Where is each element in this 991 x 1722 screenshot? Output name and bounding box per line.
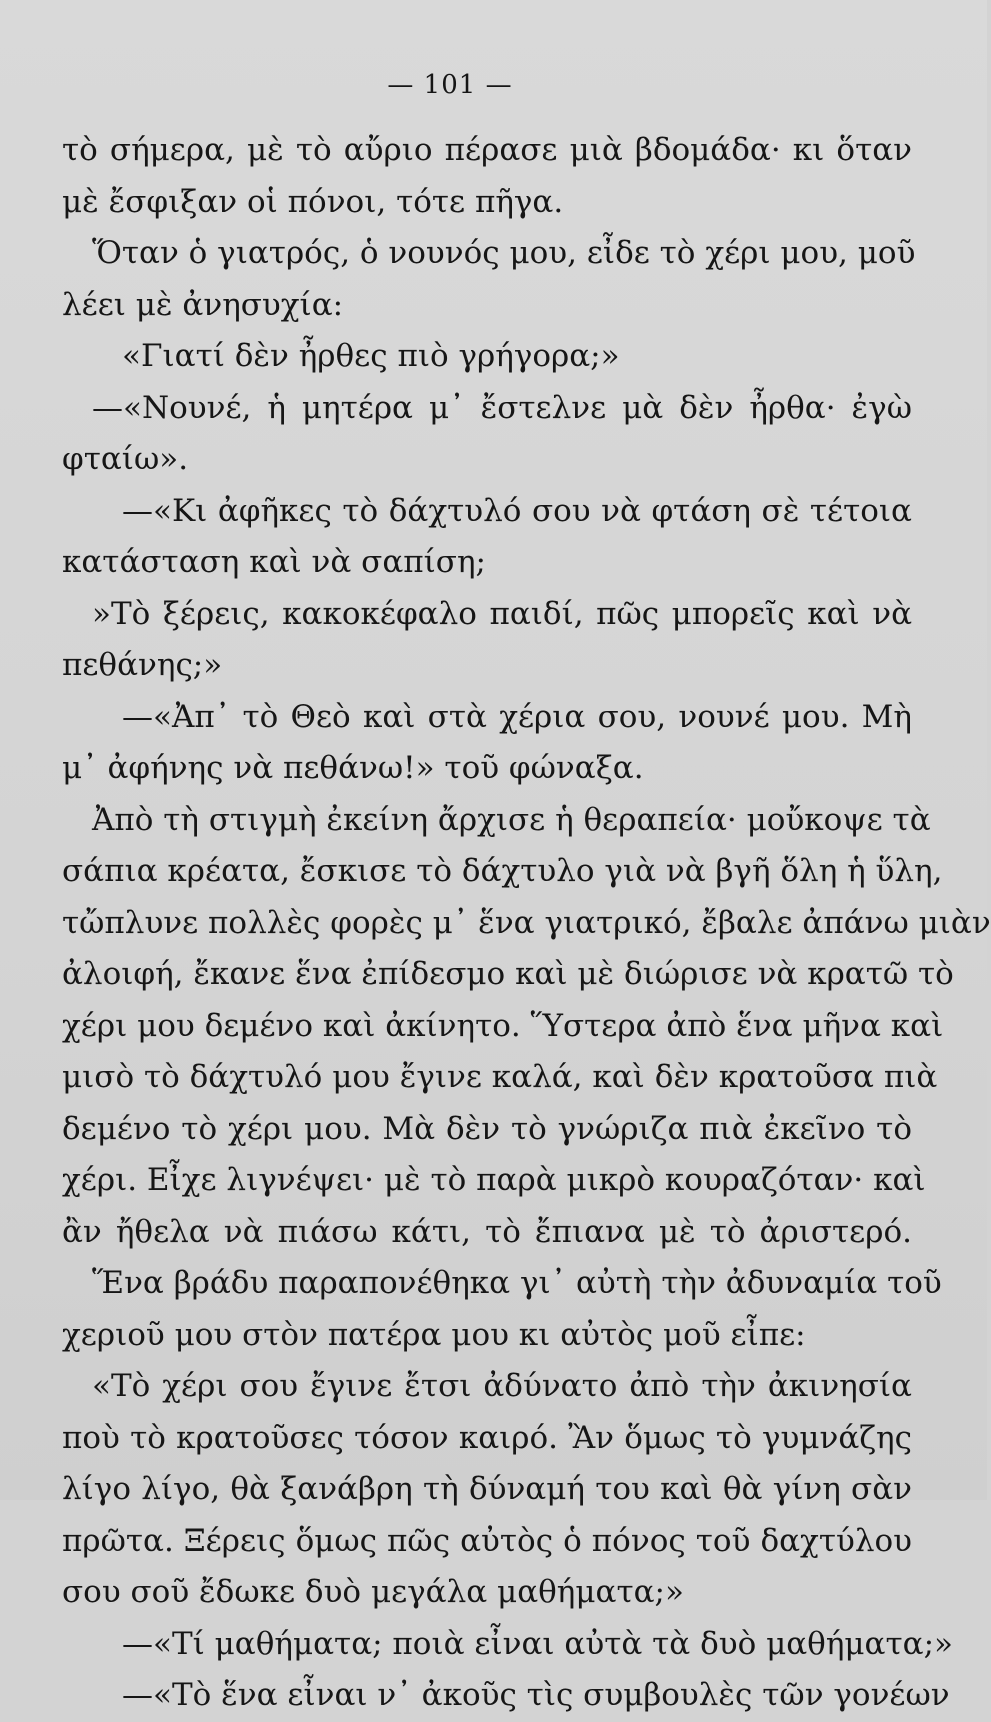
text-line: —«Νουνέ, ἡ μητέρα μ᾽ ἔστελνε μὰ δὲν ἦρθα· ἐγὼ xyxy=(92,389,912,426)
text-line: —«Τί μαθήματα; ποιὰ εἶναι αὐτὰ τὰ δυὸ μαθήματα;» xyxy=(122,1625,953,1662)
text-line: ἀλοιφή, ἔκανε ἕνα ἐπίδεσμο καὶ μὲ διώρισε νὰ κρατῶ τὸ xyxy=(62,956,954,992)
text-line: φταίω». xyxy=(62,441,189,477)
text-line: Ἀπὸ τὴ στιγμὴ ἐκείνη ἄρχισε ἡ θεραπεία· μοὔκοψε τὰ xyxy=(92,801,931,838)
text-line: χέρι μου δεμένο καὶ ἀκίνητο. Ὕστερα ἀπὸ ἕνα μῆνα καὶ xyxy=(62,1007,944,1044)
text-line: —«Τὸ ἕνα εἶναι ν᾽ ἀκοῦς τὶς συμβουλὲς τῶν γονέων xyxy=(122,1677,950,1713)
text-line: Ἕνα βράδυ παραπονέθηκα γι᾽ αὐτὴ τὴν ἀδυναμία τοῦ xyxy=(92,1265,942,1301)
text-line: λέει μὲ ἀνησυχία: xyxy=(62,286,344,323)
text-line: »Τὸ ξέρεις, κακοκέφαλο παιδί, πῶς μπορεῖς καὶ νὰ xyxy=(92,595,912,632)
text-line: σάπια κρέατα, ἔσκισε τὸ δάχτυλο γιὰ νὰ βγῆ ὅλη ἡ ὕλη, xyxy=(62,853,943,889)
text-line: χέρι. Εἶχε λιγνέψει· μὲ τὸ παρὰ μικρὸ κουραζόταν· καὶ xyxy=(62,1162,926,1198)
text-line: —«Κι ἀφῆκες τὸ δάχτυλό σου νὰ φτάση σὲ τέτοια xyxy=(122,492,912,529)
text-line: τὤπλυνε πολλὲς φορὲς μ᾽ ἕνα γιατρικό, ἔβαλε ἀπάνω μιὰν xyxy=(62,904,991,941)
text-line: τὸ σήμερα, μὲ τὸ αὔριο πέρασε μιὰ βδομάδα· κι ὅταν xyxy=(62,132,912,168)
text-line: «Γιατί δὲν ἦρθες πιὸ γρήγορα;» xyxy=(122,338,620,374)
text-line: μ᾽ ἀφήνης νὰ πεθάνω!» τοῦ φώναξα. xyxy=(62,750,644,786)
text-line: δεμένο τὸ χέρι μου. Μὰ δὲν τὸ γνώριζα πιὰ ἐκεῖνο τὸ xyxy=(62,1110,912,1147)
text-line: ποὺ τὸ κρατοῦσες τόσον καιρό. Ἂν ὅμως τὸ γυμνάζης xyxy=(62,1419,912,1456)
text-line: μισὸ τὸ δάχτυλό μου ἔγινε καλά, καὶ δὲν κρατοῦσα πιὰ xyxy=(62,1059,938,1095)
text-line: ἂν ἤθελα νὰ πιάσω κάτι, τὸ ἔπιανα μὲ τὸ ἀριστερό. xyxy=(62,1213,912,1250)
text-line: λίγο λίγο, θὰ ξανάβρη τὴ δύναμή του καὶ θὰ γίνη σὰν xyxy=(62,1471,912,1507)
text-line: πεθάνης;» xyxy=(62,647,223,683)
text-line: πρῶτα. Ξέρεις ὅμως πῶς αὐτὸς ὁ πόνος τοῦ δαχτύλου xyxy=(62,1522,912,1559)
text-line: —«Ἀπ᾽ τὸ Θεὸ καὶ στὰ χέρια σου, νουνέ μου. Μὴ xyxy=(122,698,912,735)
text-line: χεριοῦ μου στὸν πατέρα μου κι αὐτὸς μοῦ εἶπε: xyxy=(62,1316,806,1353)
text-line: σου σοῦ ἔδωκε δυὸ μεγάλα μαθήματα;» xyxy=(62,1574,684,1610)
body-text xyxy=(62,125,991,1722)
text-line: «Τὸ χέρι σου ἔγινε ἔτσι ἀδύνατο ἀπὸ τὴν ἀκινησία xyxy=(92,1368,912,1404)
page-number: — 101 — xyxy=(387,70,513,100)
text-line: Ὅταν ὁ γιατρός, ὁ νουνός μου, εἶδε τὸ χέρι μου, μοῦ xyxy=(92,235,916,271)
text-line: μὲ ἔσφιξαν οἱ πόνοι, τότε πῆγα. xyxy=(62,183,564,220)
text-line: κατάσταση καὶ νὰ σαπίση; xyxy=(62,544,486,580)
